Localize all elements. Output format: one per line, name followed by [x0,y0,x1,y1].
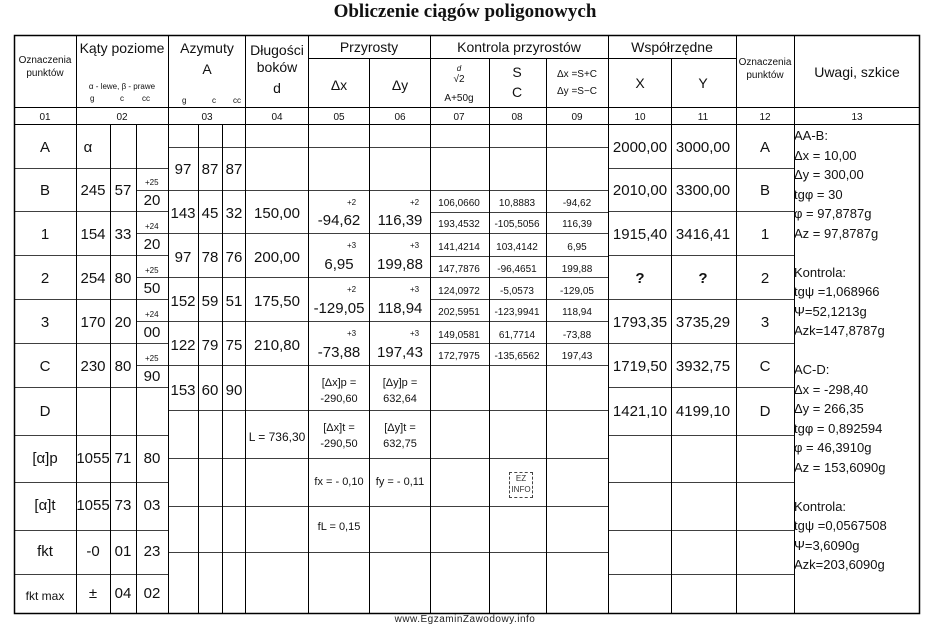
azimuth-g: 153 [170,382,196,399]
note-line: tgψ =0,0567508 [794,518,887,533]
point-label: D [39,403,51,420]
dy-value: 199,88 [377,256,423,273]
angle-correction: +24 [145,222,159,231]
note-line: φ = 97,8787g [794,206,872,221]
k09-value: -94,62 [562,198,592,209]
coord-x: 1915,40 [612,226,668,243]
dx-correction: +2 [347,198,357,207]
sum-cc: 23 [143,543,161,560]
header-notes: Uwagi, szkice [814,64,900,80]
azimuth-g: 97 [174,161,192,178]
point-label: B [39,182,51,199]
angle-cc: 20 [143,192,161,209]
coord-x: 1719,50 [612,358,668,375]
length-d: 175,50 [254,293,300,310]
colnum-02: 02 [116,112,128,123]
header-points-2: Oznaczenia punktów [738,57,792,81]
fL-value: fL = 0,15 [317,521,361,533]
az-unit-cc: cc [233,96,241,105]
coord-x: 2010,00 [612,182,668,199]
colnum-09: 09 [571,112,583,123]
angle-c: 20 [114,314,132,331]
azimuth-cc: 76 [225,249,243,266]
note-line: Δy = 300,00 [794,167,864,182]
k08-C: C [511,84,523,100]
note-line: Azk=147,8787g [794,323,885,338]
k09-value: 199,88 [561,264,593,275]
az-unit-g: g [182,96,187,105]
note-line: Δx = 10,00 [794,147,857,163]
fy-value: fy = - 0,11 [375,476,425,488]
az-unit-c: c [212,96,216,105]
k09-value: 6,95 [567,242,587,253]
colnum-05: 05 [333,112,345,123]
unit-g: g [90,94,95,103]
note-line [794,477,918,497]
colnum-10: 10 [634,112,646,123]
coord-y: 4199,10 [675,403,731,420]
header-X: X [635,75,645,91]
dx-value: 6,95 [324,256,354,273]
header-coordinates: Współrzędne [631,39,713,55]
azimuth-c: 59 [201,293,219,310]
note-line: tgφ = 0,892594 [794,420,883,436]
coord-y: 3932,75 [675,358,731,375]
dy-correction: +2 [410,198,420,207]
note-line: φ = 46,3910g [794,440,872,455]
azimuth-c: 87 [201,161,219,178]
sum-c: 01 [114,543,132,560]
header-angles: Kąty poziome [79,40,165,56]
unit-c: c [120,94,124,103]
dy-value: 197,43 [377,344,423,361]
colnum-01: 01 [39,112,51,123]
point-label-2: D [759,403,771,420]
colnum-11: 11 [697,112,709,123]
point-label: C [39,358,51,375]
azimuth-cc: 90 [225,382,243,399]
k08-value: -105,5056 [494,219,540,230]
notes-column [794,126,918,575]
note-line: Azk=203,6090g [794,557,885,572]
sum-dy-p-value: 632,64 [383,393,417,405]
k09-value: -73,88 [562,330,592,341]
note-line: Az = 97,8787g [794,225,879,241]
azimuth-cc: 32 [225,205,243,222]
sum-dx-t-label: [Δx]t = [323,422,355,434]
colnum-06: 06 [394,112,406,123]
azimuth-c: 45 [201,205,219,222]
k07-d: d [456,64,462,73]
header-Y: Y [698,75,708,91]
page-title: Obliczenie ciągów poligonowych [333,1,597,22]
angle-c: 80 [114,358,132,375]
azimuth-c: 78 [201,249,219,266]
angle-g: 245 [80,182,106,199]
k09-dy: Δy =S−C [556,86,598,97]
k07-value: 147,7876 [438,264,480,275]
note-line: Az = 153,6090g [794,459,886,475]
dy-correction: +3 [410,329,420,338]
header-angles-sub: α - lewe, β - prawe [88,82,156,91]
k09-value: 197,43 [561,351,593,362]
point-label: 3 [40,314,50,331]
dx-value: -73,88 [317,344,361,361]
k09-dx: Δx =S+C [556,69,598,80]
colnum-12: 12 [759,112,771,123]
header-lengths-d: d [273,80,281,96]
k08-value: 10,8883 [498,198,536,209]
k08-S: S [512,64,522,80]
k08-value: -135,6562 [494,351,540,362]
fx-value: fx = - 0,10 [314,476,364,488]
dx-correction: +3 [347,329,357,338]
angle-g: 154 [80,226,106,243]
angle-c: 33 [114,226,132,243]
note-line: AC-D: [794,362,830,377]
dy-value: 118,94 [377,300,423,317]
k07-sqrt2: √2 [453,74,465,85]
sum-dy-t-label: [Δy]t = [384,422,416,434]
note-line: Ψ=52,1213g [794,303,867,319]
angle-cc: 50 [143,280,161,297]
dx-correction: +2 [347,285,357,294]
azimuth-g: 122 [170,337,196,354]
logo-stamp: EZ INFO [509,472,533,498]
sum-g: 1055 [76,450,110,467]
angle-c: 57 [114,182,132,199]
length-d: 210,80 [254,337,300,354]
colnum-03: 03 [201,112,213,123]
sum-dx-p-value: -290,60 [320,393,358,405]
sum-cc: 03 [143,497,161,514]
azimuth-g: 152 [170,293,196,310]
coord-y: 3000,00 [675,139,731,156]
azimuth-g: 97 [174,249,192,266]
sum-c: 71 [114,450,132,467]
coord-y: 3300,00 [675,182,731,199]
coord-x: 1421,10 [612,403,668,420]
angle-g: α [83,139,93,156]
angle-g: 230 [80,358,106,375]
colnum-04: 04 [271,112,283,123]
header-dy: Δy [391,77,409,93]
note-line: AA-B: [794,128,828,143]
coord-x: 2000,00 [612,139,668,156]
note-line [794,341,918,361]
note-line: Kontrola: [794,498,847,514]
header-azimuths-A: A [202,61,212,77]
unit-cc: cc [142,94,150,103]
k08-value: 61,7714 [498,330,536,341]
angle-cc: 20 [143,236,161,253]
dx-value: -129,05 [313,300,365,317]
point-label: A [39,139,51,156]
point-label: 2 [40,270,50,287]
note-line: tgφ = 30 [794,186,843,202]
angle-cc: 00 [143,324,161,341]
k08-value: -123,9941 [494,307,540,318]
k07-value: 172,7975 [438,351,480,362]
total-length: L = 736,30 [248,430,306,444]
length-d: 200,00 [254,249,300,266]
sum-c: 73 [114,497,132,514]
header-dx: Δx [330,77,348,93]
sum-label: [α]p [32,450,58,467]
sum-cc: 80 [143,450,161,467]
k07-value: 149,0581 [438,330,480,341]
angle-cc: 90 [143,368,161,385]
point-label-2: 3 [760,314,770,331]
point-label-2: 2 [760,270,770,287]
k07-value: 193,4532 [438,219,480,230]
k08-value: 103,4142 [496,242,538,253]
note-line: tgψ =1,068966 [794,284,880,299]
dy-correction: +3 [410,241,420,250]
sum-g: -0 [86,543,100,560]
dy-correction: +3 [410,285,420,294]
point-label-2: A [759,139,771,156]
azimuth-cc: 75 [225,337,243,354]
coord-x: ? [635,270,645,287]
length-d: 150,00 [254,205,300,222]
note-line: Δy = 266,35 [794,401,864,416]
angle-g: 170 [80,314,106,331]
sum-g: 1055 [76,497,110,514]
coord-y: 3416,41 [675,226,731,243]
angle-correction: +25 [145,266,159,275]
note-line: Ψ=3,6090g [794,537,860,553]
coord-y: ? [698,270,708,287]
header-increments: Przyrosty [339,39,399,55]
colnum-07: 07 [453,112,465,123]
azimuth-cc: 51 [225,293,243,310]
sum-label: fkt [37,543,53,560]
k07-az50: A+50g [444,93,474,104]
sum-c: 04 [114,585,132,602]
note-line: Δx = -298,40 [794,381,869,397]
dx-correction: +3 [347,241,357,250]
dx-value: -94,62 [317,212,361,229]
coord-y: 3735,29 [675,314,731,331]
coord-x: 1793,35 [612,314,668,331]
k07-value: 202,5951 [438,307,480,318]
angle-c: 80 [114,270,132,287]
note-line: Kontrola: [794,264,847,280]
header-lengths: Długości boków [250,42,304,75]
header-control: Kontrola przyrostów [457,39,581,55]
sum-dy-p-label: [Δy]p = [382,377,418,389]
k07-value: 141,4214 [438,242,480,253]
sum-dx-t-value: -290,50 [320,438,358,450]
sum-cc: 02 [143,585,161,602]
header-azimuths: Azymuty [180,40,234,56]
azimuth-c: 79 [201,337,219,354]
sum-label: [α]t [34,497,56,514]
point-label-2: 1 [760,226,770,243]
azimuth-g: 143 [170,205,196,222]
header-points: Oznaczenia punktów [18,55,72,79]
azimuth-c: 60 [201,382,219,399]
point-label-2: B [759,182,771,199]
sum-label: fkt max [25,589,65,603]
angle-g: 254 [80,270,106,287]
colnum-08: 08 [511,112,523,123]
k09-value: 118,94 [562,307,592,318]
angle-correction: +24 [145,310,159,319]
sum-dy-t-value: 632,75 [383,438,417,450]
point-label-2: C [759,358,771,375]
azimuth-cc: 87 [225,161,243,178]
watermark: www.EgzaminZawodowy.info [394,614,536,625]
k09-value: 116,39 [562,219,592,230]
angle-correction: +25 [145,178,159,187]
angle-correction: +25 [145,354,159,363]
k07-value: 124,0972 [438,286,480,297]
note-line [794,243,918,263]
k07-value: 106,0660 [438,198,480,209]
sum-g: ± [88,585,98,602]
k08-value: -96,4651 [497,264,537,275]
k09-value: -129,05 [560,286,594,297]
point-label: 1 [40,226,50,243]
sum-dx-p-label: [Δx]p = [321,377,357,389]
colnum-13: 13 [851,112,863,123]
dy-value: 116,39 [377,212,423,229]
k08-value: -5,0573 [500,286,534,297]
